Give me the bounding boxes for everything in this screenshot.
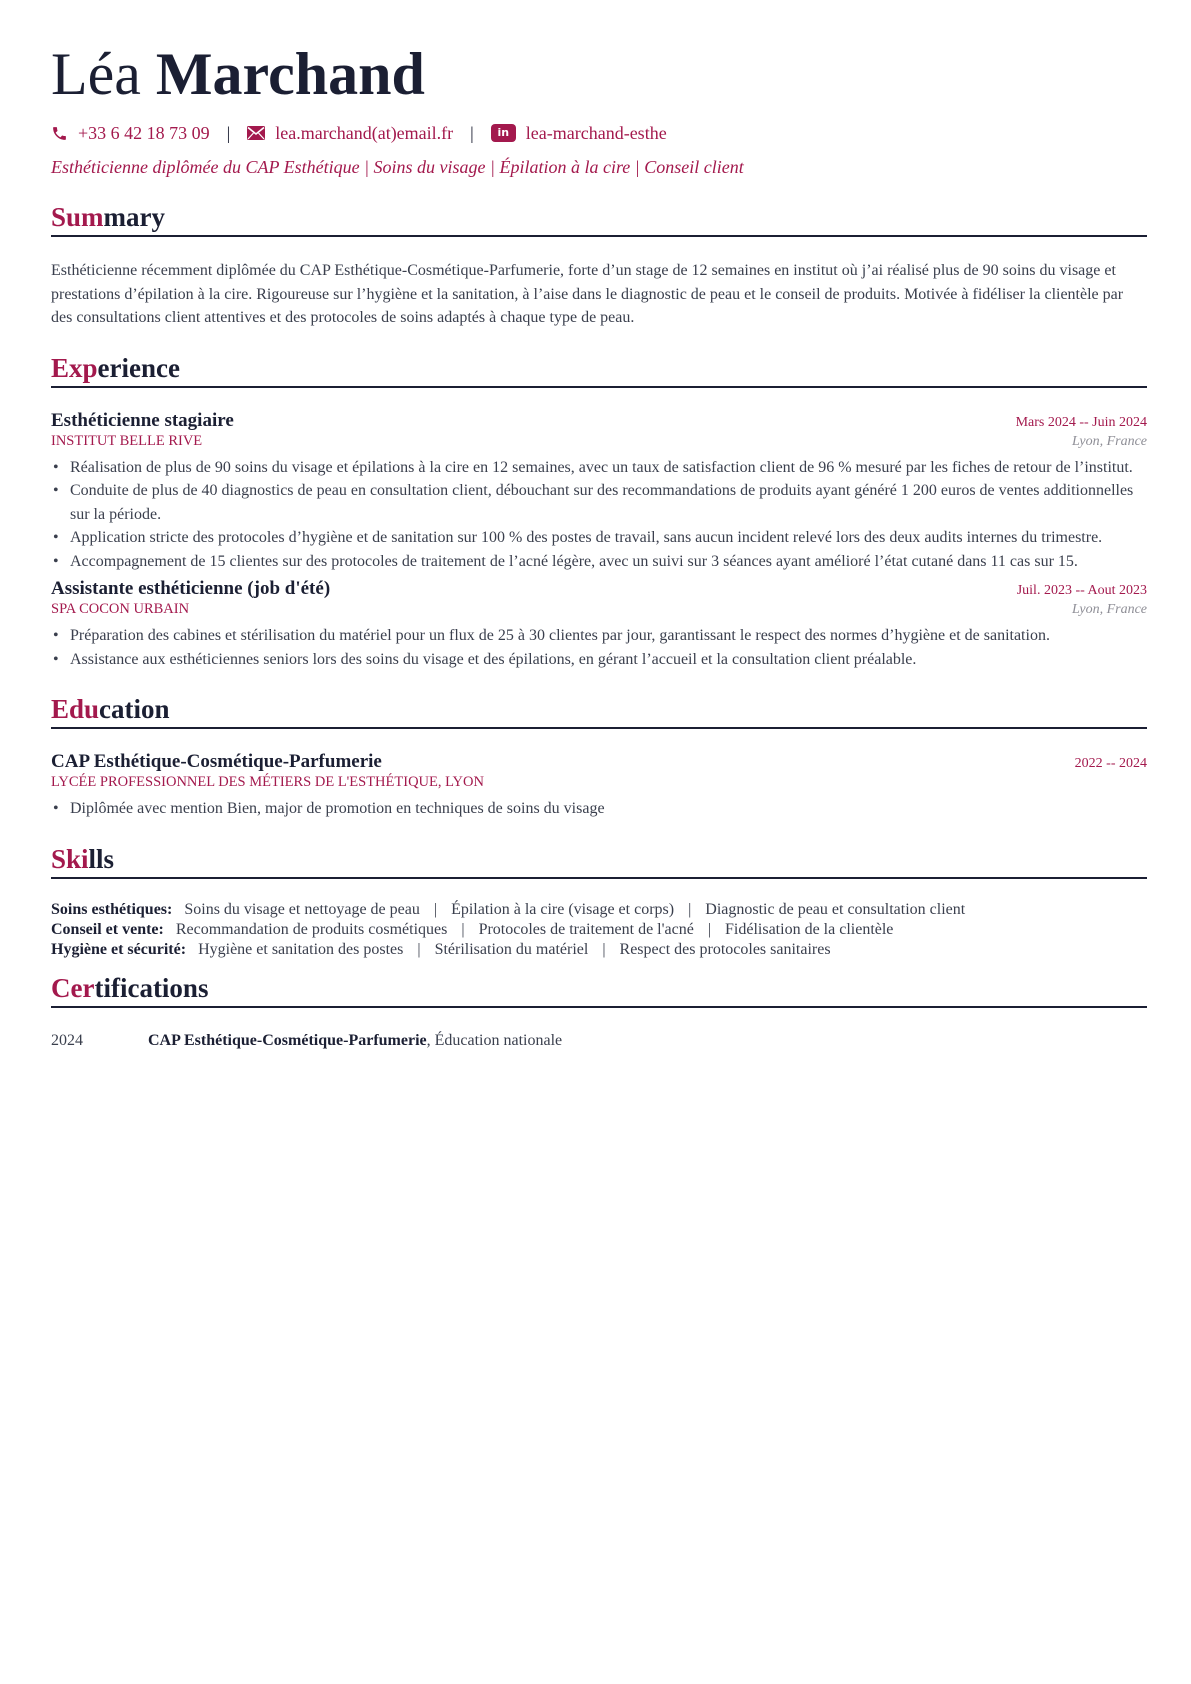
list-item: • Préparation des cabines et stérilisation du matériel pour un flux de 25 à 30 clientes par jour, garantissant le respect des normes d’hygiène et de sanitation. bbox=[51, 624, 1147, 648]
summary-text: Esthéticienne récemment diplômée du CAP Esthétique-Cosmétique-Parfumerie, forte d’un stage de 12 semaines en institut où j’ai réalisé plus de 90 soins du visage et prestations d’épilation à la cire. Rigoureuse sur l’hygiène et la sanitation, à l’aise dans le diagnostic de peau et le conseil de produits. Motivée à fidéliser la clientèle par des consultations client attentives et des protocoles de soins adaptés à chaque type de peau. bbox=[51, 262, 1124, 326]
list-item: • Réalisation de plus de 90 soins du visage et épilations à la cire en 12 semaines, avec un taux de satisfaction client de 96 % mesuré par les fiches de retour de l’institut. bbox=[51, 456, 1147, 480]
degree-title: CAP Esthétique-Cosmétique-Parfumerie bbox=[51, 751, 382, 772]
linkedin-handle: lea-marchand-esthe bbox=[525, 122, 667, 143]
phone-number: +33 6 42 18 73 09 bbox=[78, 122, 210, 143]
contact-separator: | bbox=[470, 122, 474, 143]
skill-item: Protocoles de traitement de l'acné bbox=[478, 920, 694, 938]
job-bullets bbox=[51, 456, 1147, 574]
school-name: LYCÉE PROFESSIONNEL DES MÉTIERS DE L'ESTHÉTIQUE, LYON bbox=[51, 774, 484, 790]
education-entry bbox=[51, 751, 1147, 821]
section-title-certifications: Certifications bbox=[51, 972, 209, 1003]
job-dates: Juil. 2023 -- Aout 2023 bbox=[1016, 583, 1147, 598]
experience-section bbox=[51, 352, 1147, 672]
linkedin-contact[interactable] bbox=[491, 123, 667, 144]
envelope-icon bbox=[247, 126, 265, 140]
skill-category: Soins esthétiques: bbox=[51, 900, 173, 918]
phone-contact[interactable] bbox=[51, 123, 210, 144]
skills-row: Hygiène et sécurité: Hygiène et sanitation des postes | Stérilisation du matériel | Respect des protocoles sanitaires bbox=[51, 940, 831, 958]
section-title-experience: Experience bbox=[51, 352, 180, 383]
job-location: Lyon, France bbox=[1071, 433, 1147, 449]
linkedin-icon: in bbox=[491, 124, 516, 142]
education-dates: 2022 -- 2024 bbox=[1074, 756, 1147, 771]
phone-icon bbox=[51, 125, 68, 142]
section-title-education: Education bbox=[51, 694, 170, 724]
list-item: • Application stricte des protocoles d’hygiène et de sanitation sur 100 % des postes de travail, sans aucun incident relevé lors des deux audits internes du trimestre. bbox=[51, 526, 1147, 550]
job-title: Assistante esthéticienne (job d'été) bbox=[51, 578, 331, 599]
skill-item: Stérilisation du matériel bbox=[434, 940, 589, 958]
job-dates: Mars 2024 -- Juin 2024 bbox=[1015, 414, 1147, 430]
employer: SPA COCON URBAIN bbox=[51, 601, 190, 617]
section-title-skills: Skills bbox=[51, 843, 115, 874]
skill-item: Épilation à la cire (visage et corps) bbox=[451, 900, 675, 918]
education-section bbox=[51, 693, 1147, 821]
candidate-name bbox=[51, 36, 1147, 112]
list-item: • Assistance aux esthéticiennes seniors lors des soins du visage et des épilations, en gérant l’accueil et la consultation client préalable. bbox=[51, 648, 1147, 672]
certification-name: CAP Esthétique-Cosmétique-Parfumerie bbox=[148, 1031, 427, 1049]
summary-section bbox=[51, 201, 1147, 330]
job-bullets bbox=[51, 624, 1147, 671]
skill-item: Soins du visage et nettoyage de peau bbox=[184, 900, 420, 918]
list-item: • Accompagnement de 15 clientes sur des protocoles de traitement de l’acné légère, avec un suivi sur 3 séances ayant amélioré l’état cutané dans 11 cas sur 15. bbox=[51, 550, 1147, 574]
first-name: Léa bbox=[51, 41, 141, 107]
section-divider bbox=[51, 727, 1147, 729]
skills-section bbox=[51, 843, 1147, 960]
contact-separator: | bbox=[226, 122, 231, 143]
contact-line bbox=[51, 120, 1147, 146]
skills-list bbox=[51, 900, 1147, 960]
section-divider bbox=[51, 386, 1147, 388]
email-contact[interactable] bbox=[247, 123, 453, 144]
skill-item: Hygiène et sanitation des postes bbox=[198, 940, 404, 958]
job-location: Lyon, France bbox=[1071, 602, 1147, 617]
skill-category: Hygiène et sécurité: bbox=[51, 940, 187, 958]
list-item: • Diplômée avec mention Bien, major de promotion en techniques de soins du visage bbox=[51, 797, 1147, 821]
skill-category: Conseil et vente: bbox=[51, 920, 164, 938]
certification-year: 2024 bbox=[51, 1031, 83, 1049]
resume-page bbox=[51, 36, 1147, 1052]
skills-row: Conseil et vente: Recommandation de produits cosmétiques | Protocoles de traitement de l'acné | Fidélisation de la clientèle bbox=[51, 920, 894, 938]
skill-item: Recommandation de produits cosmétiques bbox=[175, 920, 448, 938]
section-title-summary: Summary bbox=[51, 202, 166, 232]
skill-item: Diagnostic de peau et consultation client bbox=[705, 900, 966, 918]
certifications-section bbox=[51, 972, 1147, 1052]
job-title: Esthéticienne stagiaire bbox=[51, 409, 234, 431]
tagline: Esthéticienne diplômée du CAP Esthétique | Soins du visage | Épilation à la cire | Conseil client bbox=[51, 157, 744, 177]
employer: INSTITUT BELLE RIVE bbox=[51, 432, 203, 449]
section-divider bbox=[51, 235, 1147, 237]
email-address: lea.marchand(at)email.fr bbox=[275, 122, 454, 143]
experience-entry bbox=[51, 410, 1147, 574]
certification-issuer: , Éducation nationale bbox=[426, 1031, 563, 1049]
list-item: • Conduite de plus de 40 diagnostics de peau en consultation client, débouchant sur des recommandations de produits ayant généré 1 200 euros de ventes additionnelles sur la période. bbox=[51, 479, 1147, 526]
last-name: Marchand bbox=[155, 41, 425, 107]
experience-entry bbox=[51, 578, 1147, 671]
certification-row bbox=[51, 1030, 1147, 1052]
section-divider bbox=[51, 1006, 1147, 1008]
skill-item: Respect des protocoles sanitaires bbox=[619, 940, 831, 958]
section-divider bbox=[51, 877, 1147, 879]
education-bullets bbox=[51, 797, 1147, 821]
skills-row: Soins esthétiques: Soins du visage et nettoyage de peau | Épilation à la cire (visage et corps) | Diagnostic de peau et consultation client bbox=[51, 900, 966, 918]
skill-item: Fidélisation de la clientèle bbox=[725, 920, 894, 938]
